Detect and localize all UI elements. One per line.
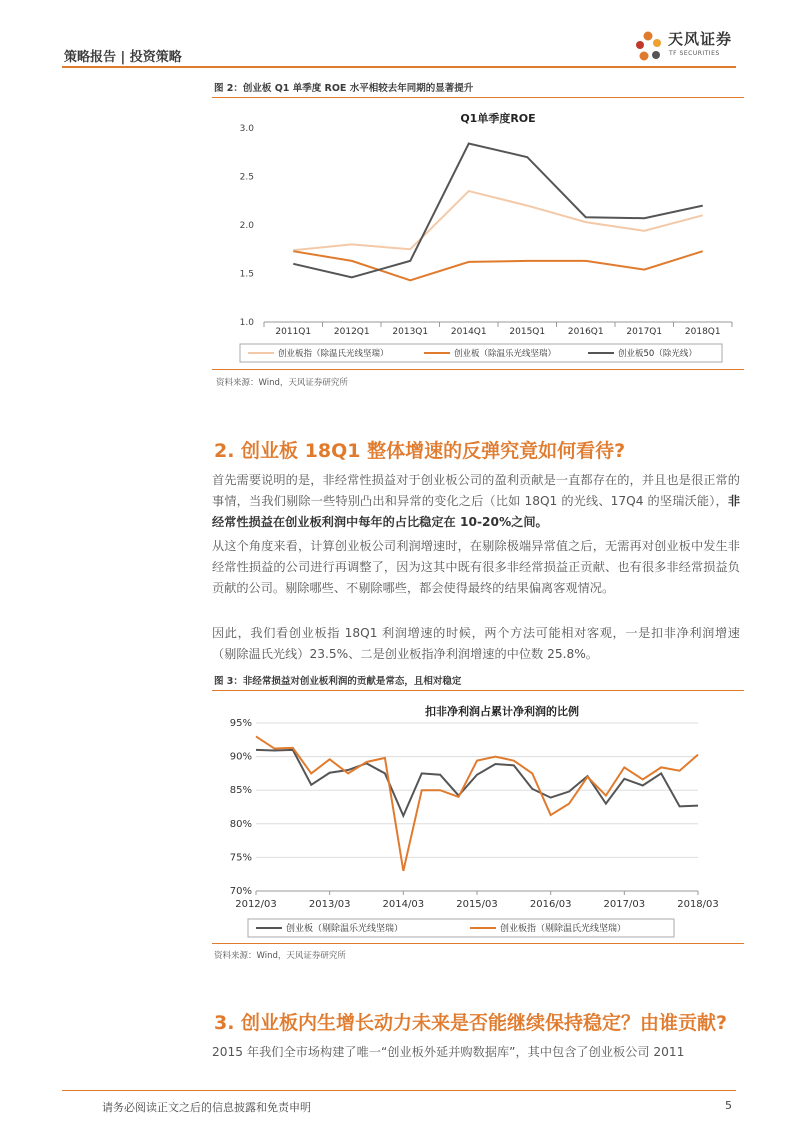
section3-title: 3. 创业板内生增长动力未来是否能继续保持稳定？由谁贡献? — [214, 1012, 728, 1034]
chart1-y-tick-label: 2.0 — [239, 221, 254, 231]
chart2-x-tick-label: 2012/03 — [235, 899, 277, 910]
chart2-legend-label-1: 创业板指（剔除温氏光线坚瑞） — [500, 924, 627, 934]
chart1-x-tick-label: 2015Q1 — [509, 327, 546, 337]
chart2-x-tick-label: 2016/03 — [529, 899, 572, 910]
logo-text: 天风证券 — [668, 30, 733, 48]
footer-disclaimer: 请务必阅读正文之后的信息披露和免责申明 — [102, 1101, 311, 1114]
chart1-x-tick-label: 2011Q1 — [275, 327, 312, 337]
chart1-y-tick-label: 1.5 — [239, 269, 254, 280]
chart2-legend-label-0: 创业板（剔除温乐光线坚瑞） — [286, 924, 404, 934]
figure2-top-rule — [212, 97, 744, 98]
figure3-top-rule — [212, 690, 744, 691]
chart2-x-tick-label: 2018/03 — [677, 899, 719, 910]
chart1-legend-label-2: 创业板50（除光线） — [618, 349, 697, 359]
figure3-caption: 图 3：非经常损益对创业板利润的贡献是常态，且相对稳定 — [214, 676, 462, 687]
chart1-x-tick-label: 2013Q1 — [392, 327, 429, 337]
chart2-x-tick-label: 2017/03 — [603, 899, 646, 910]
chart2-y-tick-label: 85% — [229, 785, 252, 797]
chart2-y-tick-label: 90% — [229, 751, 252, 763]
figure3-source: 资料来源：Wind，天风证券研究所 — [214, 951, 346, 961]
chart2-y-tick-label: 70% — [229, 886, 252, 897]
roe-line-chart — [212, 100, 744, 368]
section2-paragraph1 — [212, 470, 740, 533]
chart2-title: 扣非净利润占累计净利润的比例 — [425, 705, 579, 718]
chart2-y-tick-label: 95% — [229, 718, 252, 729]
chart1-x-tick-label: 2016Q1 — [567, 327, 604, 337]
chart2-x-tick-label: 2015/03 — [456, 899, 498, 910]
logo-subtext: TF SECURITIES — [669, 50, 720, 57]
chart1-legend-label-0: 创业板指（除温氏光线坚瑞） — [278, 349, 389, 359]
chart1-x-tick-label: 2017Q1 — [626, 327, 663, 337]
chart1-title: Q1单季度ROE — [460, 112, 536, 125]
section2-paragraph2: 从这个角度来看，计算创业板公司利润增速时，在剔除极端异常值之后，无需再对创业板中发生非经常性损益的公司进行再调整了，因为这其中既有很多非经常损益正贡献、也有很多非经常损益负贡献的公司。剔除哪些、不剔除哪些，都会使得最终的结果偏离客观情况。 — [212, 539, 740, 595]
chart2-x-tick-label: 2014/03 — [382, 899, 425, 910]
footer-divider — [62, 1090, 736, 1091]
chart1-series-line-2 — [293, 144, 703, 278]
chart1-x-tick-label: 2012Q1 — [333, 327, 370, 337]
chart1-x-tick-label: 2014Q1 — [450, 327, 487, 337]
section2-title: 2. 创业板 18Q1 整体增速的反弹究竟如何看待? — [214, 440, 626, 462]
chart2-x-tick-label: 2013/03 — [308, 899, 351, 910]
figure3-bottom-rule — [212, 943, 744, 944]
chart1-x-tick-label: 2018Q1 — [684, 327, 721, 337]
section2-paragraph3: 因此，我们看创业板指 18Q1 利润增速的时候，两个方法可能相对客观，一是扣非净利润增速（剔除温氏光线）23.5%、二是创业板指净利润增速的中位数 25.8%。 — [212, 626, 740, 661]
paragraph1-bold-text: 非经常性损益在创业板利润中每年的占比稳定在 10-20%之间。 — [212, 494, 740, 529]
page-number: 5 — [725, 1099, 732, 1112]
chart1-y-tick-label: 1.0 — [239, 318, 254, 328]
section3-paragraph1: 2015 年我们全市场构建了唯一“创业板外延并购数据库”，其中包含了创业板公司 2011 — [212, 1045, 685, 1059]
figure2-source: 资料来源：Wind，天风证券研究所 — [216, 378, 348, 388]
chart1-series-line-0 — [293, 191, 703, 250]
figure2-caption: 图 2：创业板 Q1 单季度 ROE 水平相较去年同期的显著提升 — [214, 83, 474, 94]
header-title: 策略报告 | 投资策略 — [64, 50, 182, 65]
chart1-y-tick-label: 3.0 — [239, 124, 254, 134]
paragraph1-text: 首先需要说明的是，非经常性损益对于创业板公司的盈利贡献是一直都存在的，并且也是很正常的事情，当我们剔除一些特别凸出和异常的变化之后（比如 18Q1 的光线、17Q4 的坚瑞沃能）， — [212, 473, 740, 508]
figure2-bottom-rule — [212, 369, 744, 370]
nonrecurring-ratio-chart — [212, 693, 744, 943]
chart2-y-tick-label: 80% — [229, 818, 252, 830]
chart1-y-tick-label: 2.5 — [239, 172, 254, 183]
chart1-legend-label-1: 创业板（除温乐光线坚瑞） — [454, 349, 557, 359]
chart2-y-tick-label: 75% — [229, 852, 252, 864]
